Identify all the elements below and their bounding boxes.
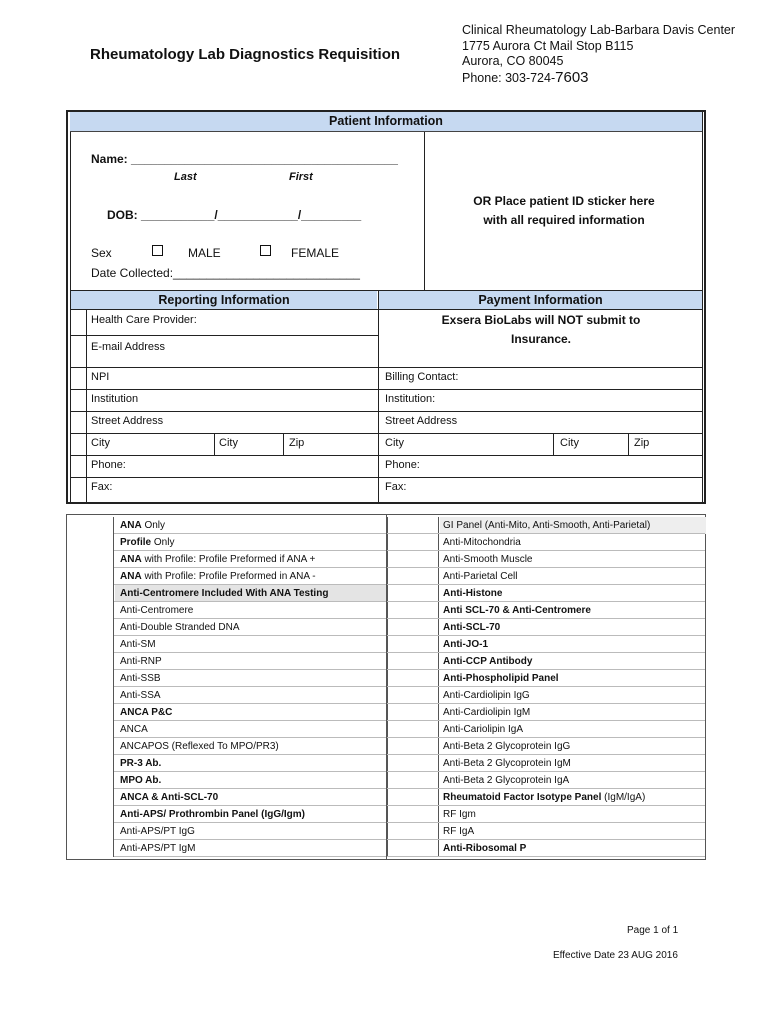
address-line-1: Clinical Rheumatology Lab-Barbara Davis Center (462, 23, 736, 37)
test-name-text: Anti-APS/PT IgG (120, 826, 195, 837)
test-name-bold: Anti-SCL-70 (443, 622, 501, 633)
right-test-label (443, 755, 571, 772)
zip-field[interactable]: Zip (289, 437, 305, 449)
right-check-cell[interactable] (387, 840, 439, 857)
test-name-bold: ANCA & Anti-SCL-70 (120, 792, 219, 803)
first-label: First (289, 171, 313, 183)
test-name-text: Anti-Cariolipin IgA (443, 724, 524, 735)
left-test-label (120, 568, 316, 585)
left-check-cell[interactable] (67, 517, 114, 534)
right-check-cell[interactable] (387, 534, 439, 551)
test-order-table (66, 514, 706, 860)
right-test-label (443, 636, 488, 653)
test-name-bold: ANA (120, 520, 142, 531)
left-test-label (120, 772, 161, 789)
test-name-bold: Anti-JO-1 (443, 639, 488, 650)
right-test-label (443, 823, 474, 840)
test-name-text: Only (141, 520, 166, 531)
test-name-text: GI Panel (Anti-Mito, Anti-Smooth, Anti-Parietal) (443, 520, 651, 531)
left-test-label (120, 534, 174, 551)
left-test-label (120, 517, 165, 534)
test-name-text: Anti-SM (120, 639, 156, 650)
male-label: MALE (188, 246, 221, 260)
test-name-text: Anti-Parietal Cell (443, 571, 518, 582)
sticker-line-2: with all required information (483, 213, 645, 227)
female-label: FEMALE (291, 246, 340, 260)
row-line (70, 367, 702, 368)
right-test-label (443, 840, 526, 857)
dob-field[interactable]: DOB: ___________/____________/_________ (107, 208, 362, 222)
email-field[interactable]: E-mail Address (91, 341, 165, 353)
right-test-label (443, 602, 591, 619)
left-check-cell[interactable] (67, 806, 114, 823)
right-test-label (443, 619, 500, 636)
last-label: Last (174, 171, 197, 183)
test-name-text: Anti-Cardiolipin IgG (443, 690, 530, 701)
pay-fax-field[interactable]: Fax: (385, 481, 407, 493)
test-name-text: (IgM/IgA) (601, 792, 646, 803)
left-test-label (120, 738, 279, 755)
left-test-label (120, 670, 161, 687)
row-line (70, 335, 378, 336)
left-check-cell[interactable] (67, 568, 114, 585)
left-check-cell[interactable] (67, 619, 114, 636)
test-name-bold: ANA (120, 554, 142, 565)
col-line (283, 433, 284, 455)
right-check-cell[interactable] (387, 755, 439, 772)
test-name-text: RF Igm (443, 809, 476, 820)
test-name-text: Anti-SSA (120, 690, 161, 701)
left-check-cell[interactable] (67, 823, 114, 840)
phone-field[interactable]: Phone: (91, 459, 126, 471)
pay-city-field[interactable]: City (385, 437, 404, 449)
test-name-bold: PR-3 Ab. (120, 758, 162, 769)
test-name-bold: Anti-Centromere Included With ANA Testing (120, 588, 329, 599)
right-test-label (443, 738, 570, 755)
effective-date: Effective Date 23 AUG 2016 (553, 950, 678, 961)
right-test-label (443, 568, 517, 585)
right-check-cell[interactable] (387, 619, 439, 636)
right-check-cell[interactable] (387, 772, 439, 789)
right-test-label (443, 653, 532, 670)
col-line (553, 433, 554, 455)
left-test-label (120, 585, 328, 602)
right-test-label (443, 551, 532, 568)
right-check-cell[interactable] (387, 551, 439, 568)
left-check-cell[interactable] (67, 721, 114, 738)
test-name-text: Anti-Cardiolipin IgM (443, 707, 531, 718)
right-check-cell[interactable] (387, 738, 439, 755)
pay-zip-field[interactable]: Zip (634, 437, 650, 449)
test-name-text: Anti-Beta 2 Glycoprotein IgM (443, 758, 571, 769)
left-test-label (120, 806, 305, 823)
left-check-cell[interactable] (67, 772, 114, 789)
left-test-label (120, 636, 156, 653)
test-name-bold: Rheumatoid Factor Isotype Panel (443, 792, 602, 803)
right-test-label (443, 772, 569, 789)
test-name-bold: ANA (120, 571, 142, 582)
date-collected-field[interactable]: Date Collected:____________________________ (91, 266, 360, 280)
right-test-label (443, 534, 521, 551)
row-line (70, 455, 702, 456)
test-name-bold: Anti SCL-70 & Anti-Centromere (443, 605, 591, 616)
test-name-text: Anti-Double Stranded DNA (120, 622, 240, 633)
row-divider (114, 856, 705, 857)
address-line-2: 1775 Aurora Ct Mail Stop B115 (462, 38, 634, 53)
test-name-bold: Anti-Ribosomal P (443, 843, 527, 854)
name-field[interactable]: Name: ________________________________________ (91, 152, 398, 166)
right-test-label (443, 806, 476, 823)
right-check-cell[interactable] (387, 636, 439, 653)
right-check-cell[interactable] (387, 517, 439, 534)
test-name-bold: Anti-Phospholipid Panel (443, 673, 559, 684)
row-line (70, 477, 702, 478)
right-check-cell[interactable] (387, 602, 439, 619)
test-name-text: Anti-SSB (120, 673, 161, 684)
left-check-cell[interactable] (67, 687, 114, 704)
right-test-label (443, 670, 559, 687)
test-name-text: ANCAPOS (Reflexed To MPO/PR3) (120, 741, 279, 752)
page-title: Rheumatology Lab Diagnostics Requisition (90, 46, 401, 63)
test-name-text: Anti-Mitochondria (443, 537, 521, 548)
payment-header: Payment Information (379, 291, 702, 309)
right-check-cell[interactable] (387, 568, 439, 585)
right-check-cell[interactable] (387, 806, 439, 823)
phone-suffix: 7603 (555, 68, 589, 86)
left-check-cell[interactable] (67, 551, 114, 568)
table-center-divider (386, 515, 387, 859)
test-name-bold: Profile (120, 537, 152, 548)
test-name-text: Anti-RNP (120, 656, 162, 667)
test-name-bold: Anti-CCP Antibody (443, 656, 533, 667)
fax-field[interactable]: Fax: (91, 481, 113, 493)
left-test-label (120, 755, 161, 772)
address-line-3: Aurora, CO 80045 (462, 54, 564, 68)
right-check-cell[interactable] (387, 670, 439, 687)
insurance-note-2: Insurance. (510, 332, 572, 346)
test-name-text: ANCA (120, 724, 148, 735)
test-name-text: with Profile: Profile Preformed if ANA + (141, 554, 316, 565)
right-test-label (443, 789, 645, 806)
left-test-label (120, 721, 148, 738)
right-test-label (443, 687, 530, 704)
npi-field[interactable]: NPI (91, 371, 110, 383)
left-check-cell[interactable] (67, 670, 114, 687)
left-check-cell[interactable] (67, 789, 114, 806)
test-name-bold: ANCA P&C (120, 707, 173, 718)
patient-info-header: Patient Information (70, 112, 702, 132)
left-check-cell[interactable] (67, 840, 114, 857)
pay-phone-field[interactable]: Phone: (385, 459, 420, 471)
test-name-text: Anti-Beta 2 Glycoprotein IgA (443, 775, 570, 786)
left-check-cell[interactable] (67, 602, 114, 619)
street-field[interactable]: Street Address (91, 415, 164, 427)
male-checkbox[interactable] (152, 245, 163, 256)
left-check-cell[interactable] (67, 653, 114, 670)
left-margin-line (86, 310, 87, 502)
row-line (70, 411, 702, 412)
sticker-line-1: OR Place patient ID sticker here (473, 194, 655, 208)
left-check-cell[interactable] (67, 636, 114, 653)
right-check-cell[interactable] (387, 823, 439, 840)
insurance-note-1: Exsera BioLabs will NOT submit to (441, 313, 641, 327)
test-name-text: Anti-Beta 2 Glycoprotein IgG (443, 741, 571, 752)
pay-street-field[interactable]: Street Address (385, 415, 458, 427)
middle-divider (378, 291, 379, 502)
test-name-bold: Anti-Histone (443, 588, 503, 599)
col-line (628, 433, 629, 455)
address-phone (462, 70, 735, 87)
right-test-label (443, 721, 523, 738)
row-line (70, 389, 702, 390)
left-check-cell[interactable] (67, 738, 114, 755)
left-test-label (120, 551, 315, 568)
right-check-cell[interactable] (387, 653, 439, 670)
right-check-cell[interactable] (387, 687, 439, 704)
lab-address (462, 23, 735, 86)
sex-label: Sex (91, 246, 112, 260)
test-name-text: with Profile: Profile Preformed in ANA - (141, 571, 316, 582)
provider-field[interactable]: Health Care Provider: (91, 314, 197, 326)
test-name-text: Anti-APS/PT IgM (120, 843, 196, 854)
left-check-cell[interactable] (67, 755, 114, 772)
sticker-divider (424, 132, 425, 290)
left-check-cell[interactable] (67, 704, 114, 721)
right-test-label (443, 517, 650, 534)
right-check-cell[interactable] (387, 704, 439, 721)
right-check-cell[interactable] (387, 789, 439, 806)
pay-institution-field[interactable]: Institution: (385, 393, 436, 405)
left-test-label (120, 789, 218, 806)
left-check-cell[interactable] (67, 534, 114, 551)
test-name-text: RF IgA (443, 826, 475, 837)
left-test-label (120, 823, 195, 840)
page-number: Page 1 of 1 (627, 925, 679, 936)
test-name-text: Anti-Smooth Muscle (443, 554, 533, 565)
left-test-label (120, 619, 240, 636)
test-name-text: Anti-Centromere (120, 605, 194, 616)
right-check-cell[interactable] (387, 585, 439, 602)
test-name-text: Only (151, 537, 175, 548)
city-field[interactable]: City (91, 437, 110, 449)
city2-field[interactable]: City (219, 437, 238, 449)
test-name-bold: MPO Ab. (120, 775, 162, 786)
billing-contact-field[interactable]: Billing Contact: (385, 371, 459, 383)
col-line (214, 433, 215, 455)
pay-city2-field[interactable]: City (560, 437, 579, 449)
phone-prefix: Phone: 303-724- (462, 70, 556, 85)
right-check-cell[interactable] (387, 721, 439, 738)
row-line (70, 433, 702, 434)
section-header-line (70, 309, 702, 310)
female-checkbox[interactable] (260, 245, 271, 256)
left-test-label (120, 653, 162, 670)
reporting-header: Reporting Information (71, 291, 377, 309)
right-test-label (443, 704, 530, 721)
right-test-label (443, 585, 502, 602)
left-check-cell[interactable] (67, 585, 114, 602)
left-test-label (120, 602, 193, 619)
inner-right-border (702, 112, 703, 502)
left-test-label (120, 840, 195, 857)
left-test-label (120, 704, 172, 721)
test-name-bold: Anti-APS/ Prothrombin Panel (IgG/Igm) (120, 809, 305, 820)
institution-field[interactable]: Institution (91, 393, 139, 405)
left-test-label (120, 687, 161, 704)
